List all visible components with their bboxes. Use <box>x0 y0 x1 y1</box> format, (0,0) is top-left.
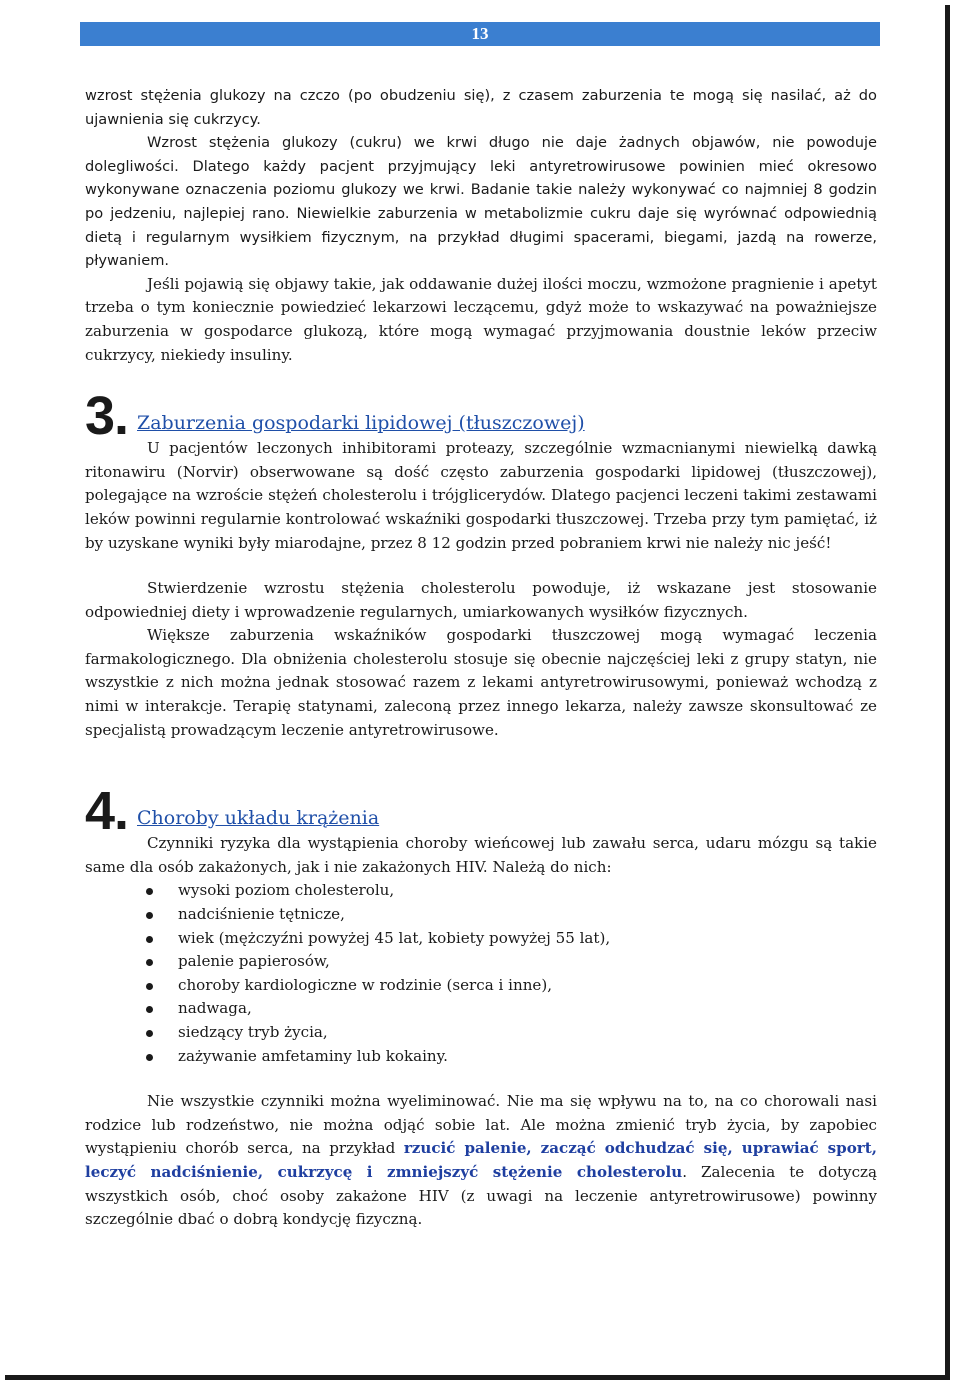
bullet-icon <box>146 936 153 943</box>
bullet-icon <box>146 912 153 919</box>
intro-paragraph-3: Jeśli pojawią się objawy takie, jak oddawanie dużej ilości moczu, wzmożone pragnienie i apetyt trzeba o tym koniecznie powiedzieć lekarzowi leczącemu, gdyż może to wskazywać na poważniejsze zaburzenia w gospodarce glukozą, które mogą wymagać przyjmowania doustnie leków przeciw cukrzycy, niekiedy insuliny. <box>85 274 877 364</box>
bullet-icon <box>146 888 153 895</box>
section-3-paragraph-3: Większe zaburzenia wskaźników gospodarki tłuszczowej mogą wymagać leczenia farmakologicznego. Dla obniżenia cholesterolu stosuje się obecnie najczęściej leki z grupy statyn, nie wszystkie z nich można jednak stosować razem z lekami antyretrowirusowymi, ponieważ wchodzą z nimi w interakcje. Terapię statynami, zaleconą przez innego lekarza, należy zawsze skonsultować ze specjalistą prowadzącym leczenie antyretrowirusowe. <box>85 626 877 739</box>
list-item: nadwaga, <box>85 997 877 1021</box>
section-3-number: 3. <box>85 386 129 447</box>
list-item: nadciśnienie tętnicze, <box>85 903 877 927</box>
list-item: choroby kardiologiczne w rodzinie (serca i inne), <box>85 974 877 998</box>
risk-factor-list <box>85 879 877 1068</box>
intro-paragraph-2: Wzrost stężenia glukozy (cukru) we krwi długo nie daje żadnych objawów, nie powoduje dolegliwości. Dlatego każdy pacjent przyjmujący leki antyretrowirusowe powinien mieć okresowo wykonywane oznaczenia poziomu glukozy we krwi. Badanie takie należy wykonywać co najmniej 8 godzin po jedzeniu, najlepiej rano. Niewielkie zaburzenia w metabolizmie cukru daje się wyrównać odpowiednią dietą i regularnym wysiłkiem fizycznym, na przykład długimi spacerami, biegami, jazdą na rowerze, pływaniem. <box>85 134 877 270</box>
section-3-paragraph-1: U pacjentów leczonych inhibitorami proteazy, szczególnie wzmacnianymi niewielką dawką ritonawiru (Norvir) obserwowane są dość często zaburzenia gospodarki lipidowej (tłuszczowej), polegające na wzroście stężeń cholesterolu i trójglicerydów. Dlatego pacjenci leczeni takimi zestawami leków powinni regularnie kontrolować wskaźniki gospodarki tłuszczowej. Trzeba przy tym pamiętać, iż by uzyskane wyniki były miarodajne, przez 8 12 godzin przed pobraniem krwi nie należy nic jeść! <box>85 439 877 552</box>
list-item: wysoki poziom cholesterolu, <box>85 879 877 903</box>
intro-paragraph-1: wzrost stężenia glukozy na czczo (po obudzeniu się), z czasem zaburzenia te mogą się nasilać, aż do ujawnienia się cukrzycy. <box>85 87 877 128</box>
list-item: zażywanie amfetaminy lub kokainy. <box>85 1045 877 1069</box>
bullet-icon <box>146 959 153 966</box>
section-4-title: Choroby układu krążenia <box>137 806 380 829</box>
bullet-icon <box>146 1030 153 1037</box>
bullet-icon <box>146 983 153 990</box>
section-3-paragraph-2: Stwierdzenie wzrostu stężenia cholesterolu powoduje, iż wskazane jest stosowanie odpowiedniej diety i wprowadzenie regularnych, umiarkowanych wysiłków fizycznych. <box>85 579 877 621</box>
bullet-icon <box>146 1054 153 1061</box>
header-band <box>80 22 880 46</box>
list-item: wiek (mężczyźni powyżej 45 lat, kobiety powyżej 55 lat), <box>85 927 877 951</box>
document-body <box>85 84 877 1232</box>
section-4-paragraph-1: Czynniki ryzyka dla wystąpienia choroby wieńcowej lub zawału serca, udaru mózgu są takie same dla osób zakażonych, jak i nie zakażonych HIV. Należą do nich: <box>85 834 877 876</box>
section-4-heading <box>85 780 877 842</box>
section-3-title: Zaburzenia gospodarki lipidowej (tłuszczowej) <box>137 411 585 434</box>
section-4-number: 4. <box>85 781 129 842</box>
list-item: siedzący tryb życia, <box>85 1021 877 1045</box>
bullet-icon <box>146 1006 153 1013</box>
section-3-heading <box>85 385 877 447</box>
page-number: 13 <box>471 24 489 43</box>
highlighted-recommendations: rzucić palenie, zacząć odchudzać się, uprawiać sport, leczyć nadciśnienie, cukrzycę i zmniejszyć stężenie cholesterolu <box>85 1139 877 1181</box>
list-item: palenie papierosów, <box>85 950 877 974</box>
section-4-paragraph-2: Nie wszystkie czynniki można wyeliminować. Nie ma się wpływu na to, na co chorowali nasi rodzice lub rodzeństwo, nie można odjąć sobie lat. Ale można zmienić tryb życia, by zapobiec wystąpieniu chorób serca, na przykład rzucić palenie, zacząć odchudzać się, uprawiać sport, leczyć nadciśnienie, cukrzycę i zmniejszyć stężenie cholesterolu. Zalecenia te dotyczą wszystkich osób, choć osoby zakażone HIV (z uwagi na leczenie antyretrowirusowe) powinny szczególnie dbać o dobrą kondycję fizyczną. <box>85 1092 877 1229</box>
